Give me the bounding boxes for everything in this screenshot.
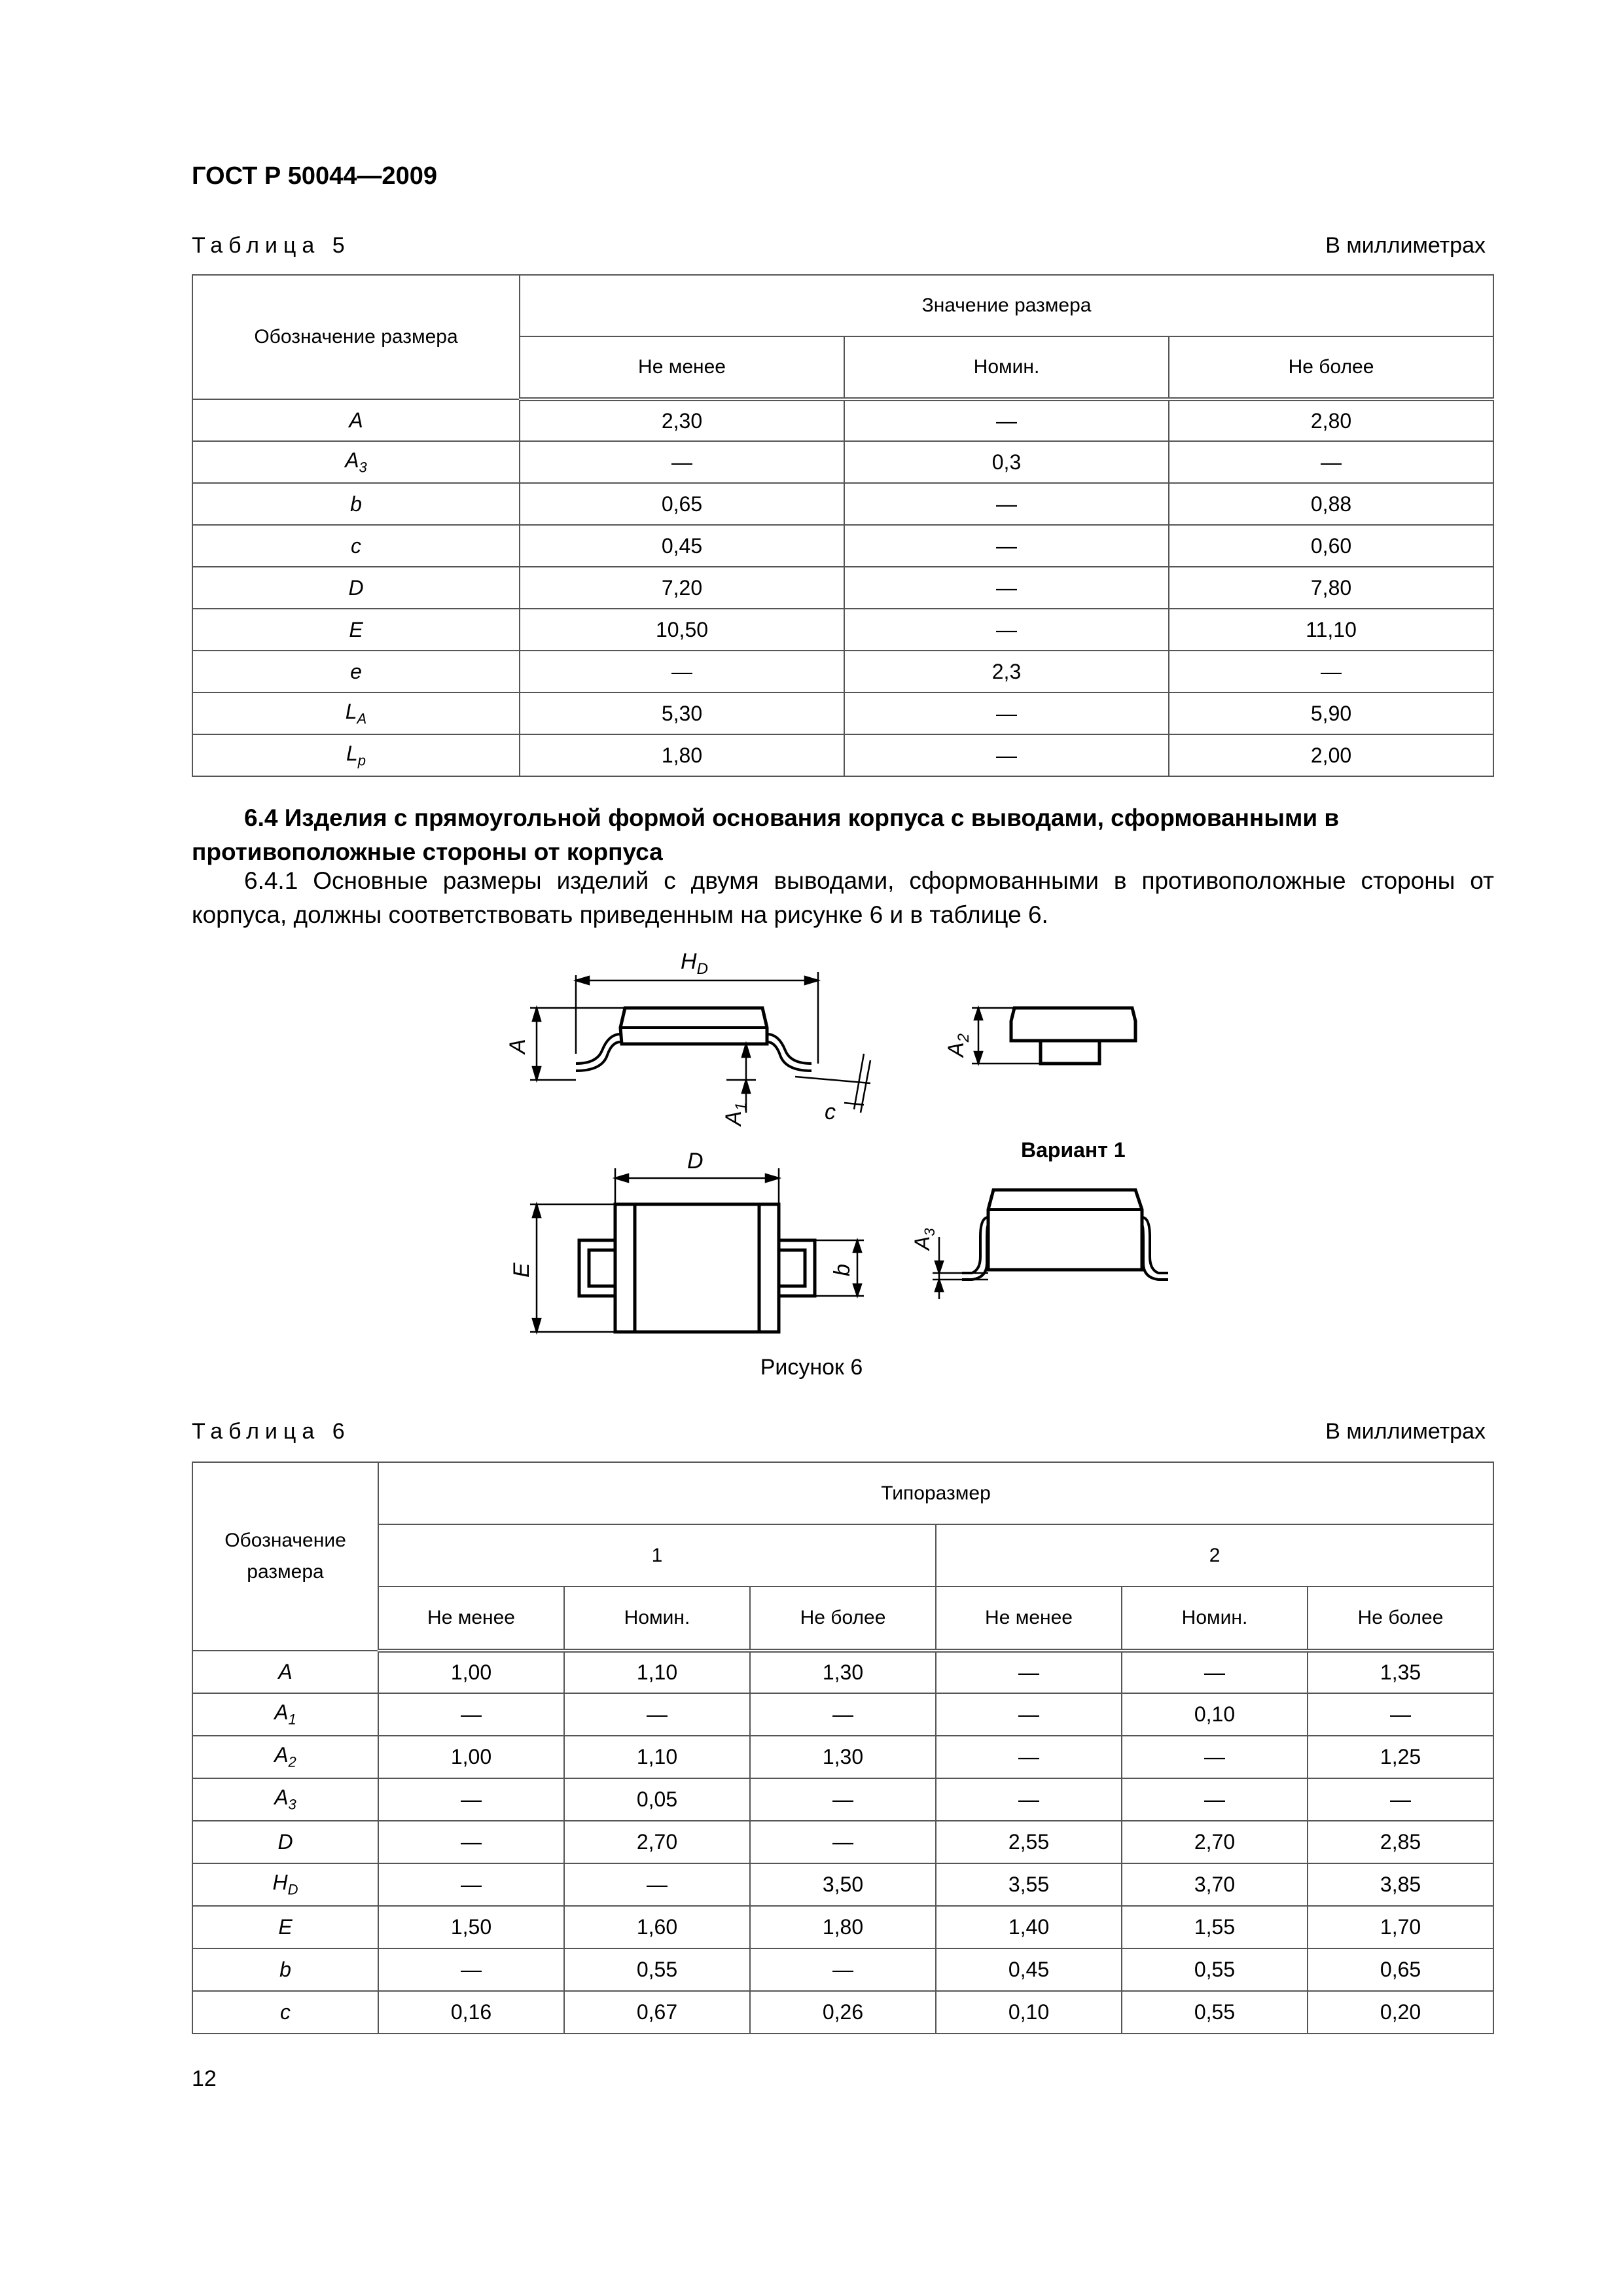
table-row [192, 1778, 1493, 1821]
row-symbol: $A_2$ [192, 1736, 378, 1778]
table-cell: 2,80 [1169, 399, 1493, 441]
table-cell: — [844, 525, 1169, 567]
label-A3: $A_3$ [910, 1228, 938, 1250]
row-symbol: A [192, 399, 520, 441]
figure-caption: Рисунок 6 [760, 1355, 863, 1380]
table6-subheader: Не более [750, 1587, 936, 1651]
table-cell: 1,30 [750, 1651, 936, 1693]
table6-caption: Таблица 6 [192, 1419, 351, 1444]
table-cell: — [844, 609, 1169, 651]
table-cell: 1,80 [750, 1906, 936, 1948]
table6-subheader: Не менее [378, 1587, 564, 1651]
table-cell: 0,55 [1122, 1991, 1308, 2034]
table-cell: 7,80 [1169, 567, 1493, 609]
table-6 [192, 1462, 1494, 2034]
table-cell: 3,50 [750, 1863, 936, 1906]
table-cell: 0,45 [936, 1948, 1122, 1991]
row-symbol: $A_3$ [192, 1778, 378, 1821]
table-cell: 10,50 [520, 609, 844, 651]
table-cell: — [564, 1863, 750, 1906]
table-cell: — [750, 1948, 936, 1991]
table-cell: 0,55 [1122, 1948, 1308, 1991]
table6-group-header: 2 [936, 1524, 1493, 1587]
table-cell: 1,70 [1308, 1906, 1493, 1948]
table-cell: 11,10 [1169, 609, 1493, 651]
row-symbol: b [192, 483, 520, 525]
table-cell: — [844, 483, 1169, 525]
table6-type-header: Типоразмер [378, 1462, 1493, 1524]
table-cell: — [1122, 1651, 1308, 1693]
table-cell: 1,00 [378, 1736, 564, 1778]
table-row [192, 651, 1493, 692]
table-cell: 2,00 [1169, 734, 1493, 776]
label-b: b [830, 1264, 855, 1276]
side-view [576, 1008, 812, 1071]
row-symbol: $L_p$ [192, 734, 520, 776]
table-row [192, 1693, 1493, 1736]
row-symbol: D [192, 1821, 378, 1863]
table-cell: — [378, 1863, 564, 1906]
table-cell: — [378, 1948, 564, 1991]
table-cell: — [844, 734, 1169, 776]
table-cell: 3,85 [1308, 1863, 1493, 1906]
table-row [192, 1948, 1493, 1991]
row-symbol: $H_D$ [192, 1863, 378, 1906]
table-cell: 0,26 [750, 1991, 936, 2034]
table6-subheader: Не более [1308, 1587, 1493, 1651]
table-cell: 0,20 [1308, 1991, 1493, 2034]
table6-group-header: 1 [378, 1524, 936, 1587]
table-row [192, 1863, 1493, 1906]
table-cell: — [520, 651, 844, 692]
table-cell: 0,55 [564, 1948, 750, 1991]
label-D: D [687, 1149, 704, 1174]
table-cell: — [564, 1693, 750, 1736]
table-row [192, 525, 1493, 567]
table-cell: 2,70 [564, 1821, 750, 1863]
table-cell: 1,30 [750, 1736, 936, 1778]
table-cell: — [1169, 441, 1493, 483]
row-symbol: $A_3$ [192, 441, 520, 483]
table6-subheader: Номин. [1122, 1587, 1308, 1651]
table-cell: 3,70 [1122, 1863, 1308, 1906]
table-row [192, 567, 1493, 609]
table5-symbol-header: Обозначение размера [192, 275, 520, 399]
table5-subheader: Не более [1169, 336, 1493, 399]
table-cell: 1,25 [1308, 1736, 1493, 1778]
table-row [192, 1651, 1493, 1693]
table-cell: — [1122, 1778, 1308, 1821]
table-cell: — [1122, 1736, 1308, 1778]
table-row [192, 692, 1493, 734]
table-cell: — [844, 692, 1169, 734]
table6-units: В миллиметрах [1325, 1419, 1486, 1444]
table-cell: 1,00 [378, 1651, 564, 1693]
table-cell: — [844, 399, 1169, 441]
figure-6-drawing [497, 942, 1204, 1348]
table-cell: — [520, 441, 844, 483]
table-cell: 0,16 [378, 1991, 564, 2034]
table-cell: 0,05 [564, 1778, 750, 1821]
page-number: 12 [192, 2066, 217, 2091]
table-cell: — [844, 567, 1169, 609]
table5-units: В миллиметрах [1325, 233, 1486, 258]
table-row [192, 1821, 1493, 1863]
table6-body [192, 1651, 1493, 2034]
table5-subheader: Номин. [844, 336, 1169, 399]
table-cell: 2,3 [844, 651, 1169, 692]
label-A1: $A_1$ [721, 1102, 750, 1126]
table-cell: — [750, 1821, 936, 1863]
table-cell: — [378, 1693, 564, 1736]
table-cell: 1,40 [936, 1906, 1122, 1948]
table-cell: — [750, 1693, 936, 1736]
table-cell: 0,67 [564, 1991, 750, 2034]
table5-caption: Таблица 5 [192, 233, 351, 258]
section-paragraph: 6.4.1 Основные размеры изделий с двумя выводами, сформованными в противоположные стороны от корпуса, должны соответствовать приведенным на рисунке 6 и в таблице 6. [192, 867, 1494, 928]
top-view [579, 1204, 815, 1332]
table-cell: — [1308, 1778, 1493, 1821]
variant-label: Вариант 1 [1021, 1138, 1126, 1162]
table-cell: 7,20 [520, 567, 844, 609]
table-cell: — [378, 1778, 564, 1821]
table-row [192, 609, 1493, 651]
table-cell: 1,10 [564, 1651, 750, 1693]
table-cell: 0,60 [1169, 525, 1493, 567]
row-symbol: b [192, 1948, 378, 1991]
table-cell: 1,60 [564, 1906, 750, 1948]
table-cell: 5,30 [520, 692, 844, 734]
table-cell: 5,90 [1169, 692, 1493, 734]
table6-subheader: Не менее [936, 1587, 1122, 1651]
table6-symbol-header: Обозначение размера [192, 1462, 378, 1651]
document-header: ГОСТ Р 50044—2009 [192, 162, 437, 190]
table-cell: 0,65 [1308, 1948, 1493, 1991]
table-row [192, 441, 1493, 483]
table-cell: 1,10 [564, 1736, 750, 1778]
table-cell: 1,50 [378, 1906, 564, 1948]
variant-1-view [962, 1190, 1168, 1280]
label-HD: $H_D$ [681, 949, 708, 978]
table-row [192, 734, 1493, 776]
table5-body [192, 399, 1493, 776]
table-5 [192, 274, 1494, 777]
table-cell: 1,35 [1308, 1651, 1493, 1693]
table-cell: 0,10 [936, 1991, 1122, 2034]
row-symbol: E [192, 1906, 378, 1948]
table-cell: 0,10 [1122, 1693, 1308, 1736]
table-cell: 1,80 [520, 734, 844, 776]
table-cell: 0,45 [520, 525, 844, 567]
table-cell: 0,88 [1169, 483, 1493, 525]
table-cell: 0,3 [844, 441, 1169, 483]
table-cell: 3,55 [936, 1863, 1122, 1906]
table-cell: 2,70 [1122, 1821, 1308, 1863]
table-row [192, 1906, 1493, 1948]
table-cell: — [936, 1693, 1122, 1736]
row-symbol: E [192, 609, 520, 651]
row-symbol: A [192, 1651, 378, 1693]
row-symbol: $A_1$ [192, 1693, 378, 1736]
row-symbol: $L_A$ [192, 692, 520, 734]
table5-value-header: Значение размера [520, 275, 1493, 336]
table5-subheader: Не менее [520, 336, 844, 399]
table-cell: — [1308, 1693, 1493, 1736]
table-row [192, 1736, 1493, 1778]
label-c: c [825, 1100, 836, 1124]
label-A2: $A_2$ [944, 1033, 972, 1057]
table-row [192, 1991, 1493, 2034]
table-cell: — [936, 1651, 1122, 1693]
table-row [192, 483, 1493, 525]
table-cell: — [750, 1778, 936, 1821]
row-symbol: c [192, 525, 520, 567]
table-cell: — [936, 1778, 1122, 1821]
end-view [1011, 1008, 1135, 1064]
table-cell: 2,85 [1308, 1821, 1493, 1863]
table-cell: — [1169, 651, 1493, 692]
table6-subheader: Номин. [564, 1587, 750, 1651]
table-cell: — [936, 1736, 1122, 1778]
label-A: A [505, 1039, 530, 1054]
table-cell: 0,65 [520, 483, 844, 525]
table-row [192, 399, 1493, 441]
table-cell: 1,55 [1122, 1906, 1308, 1948]
table-cell: — [378, 1821, 564, 1863]
table-cell: 2,30 [520, 399, 844, 441]
label-E: E [509, 1263, 534, 1278]
section-title: 6.4 Изделия с прямоугольной формой основания корпуса с выводами, сформованными в противоположные стороны от корпуса [192, 804, 1340, 865]
row-symbol: D [192, 567, 520, 609]
row-symbol: c [192, 1991, 378, 2034]
table-cell: 2,55 [936, 1821, 1122, 1863]
row-symbol: e [192, 651, 520, 692]
